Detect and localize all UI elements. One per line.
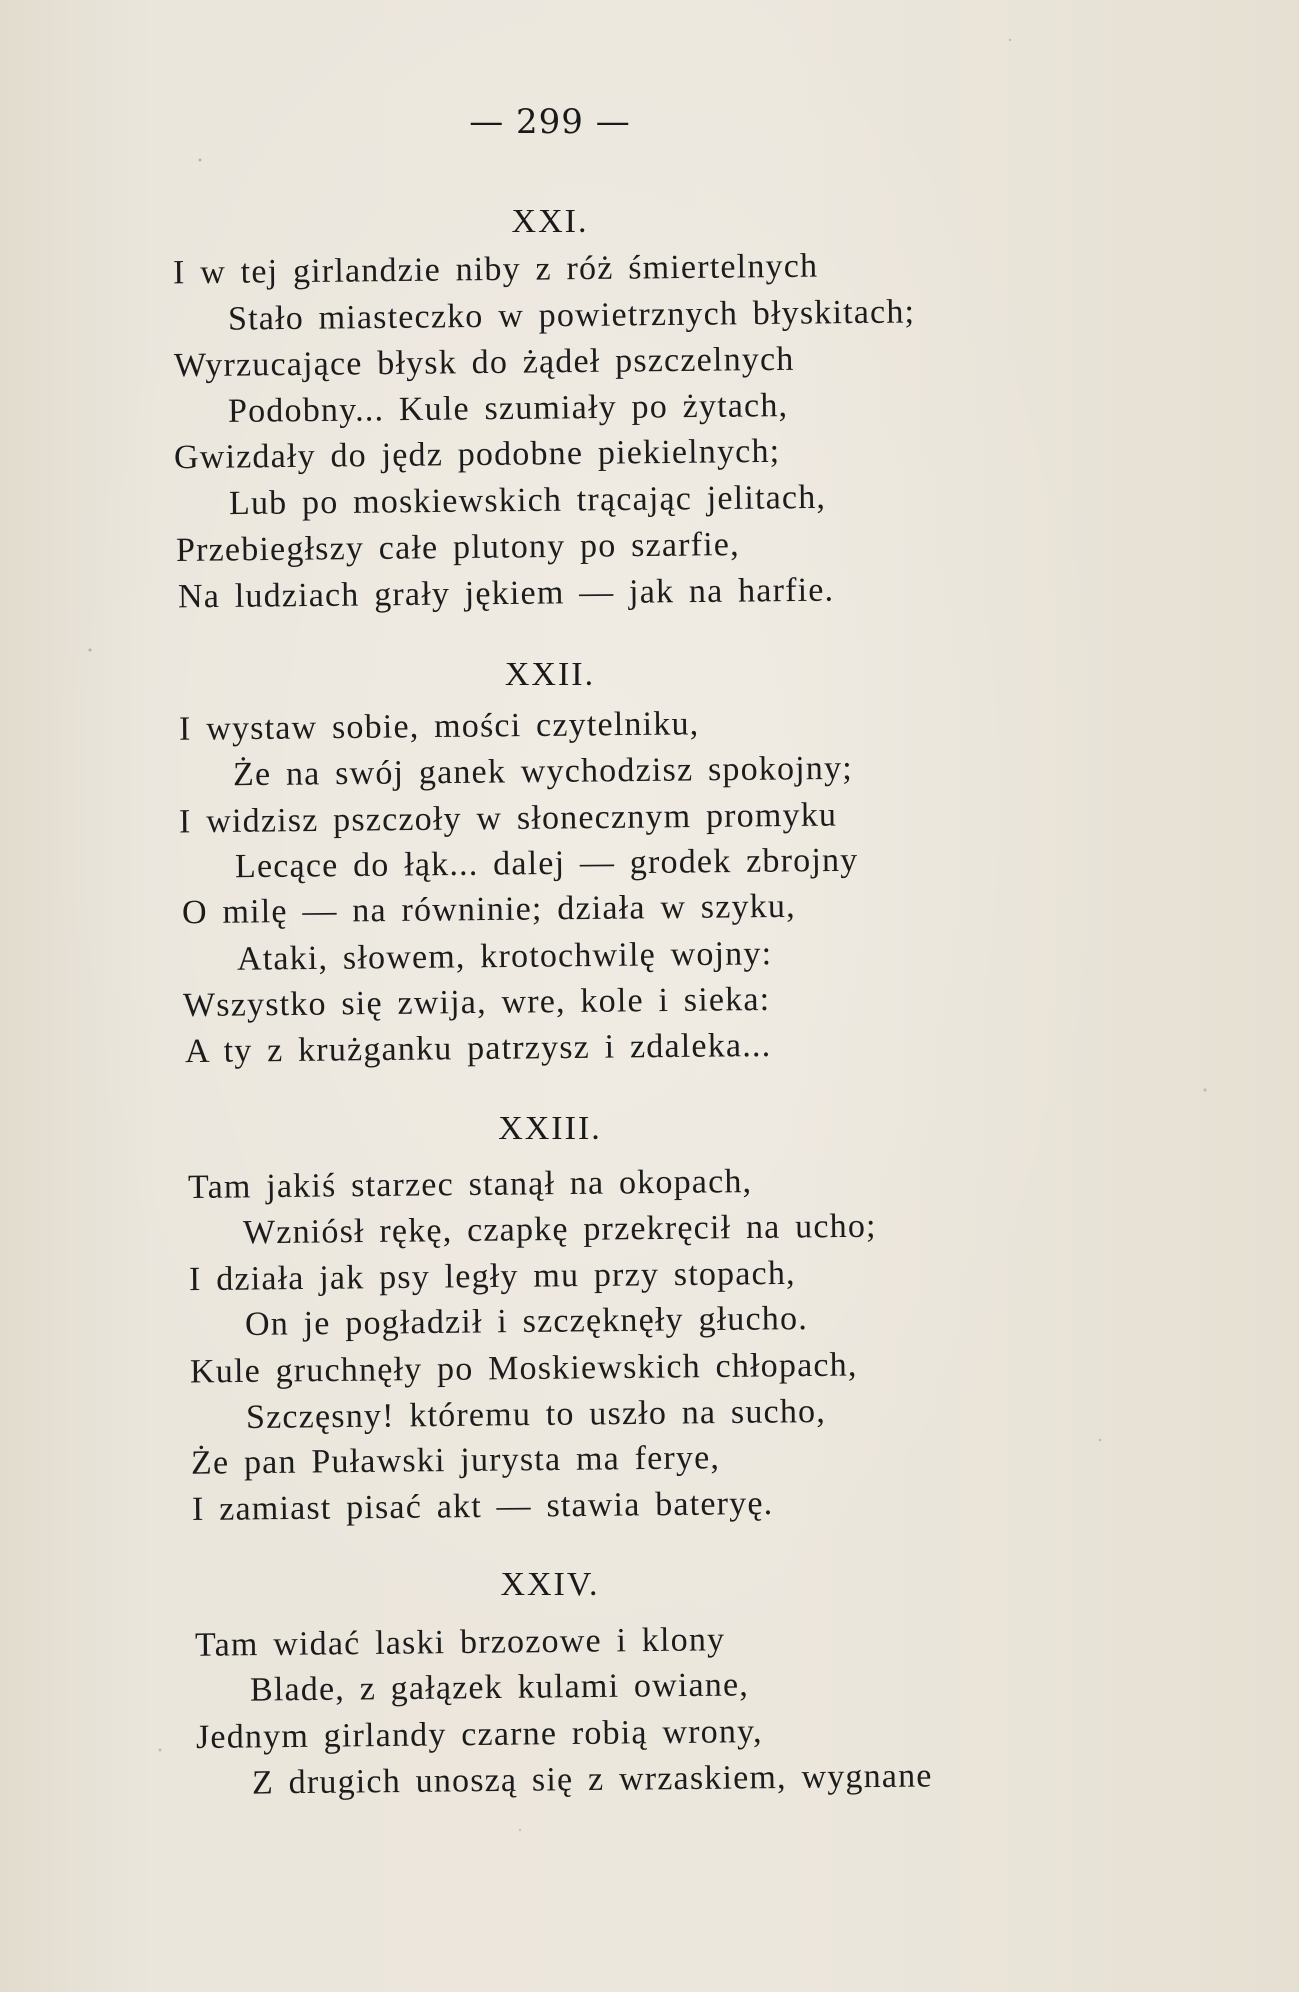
verse-line: I w tej girlandzie niby z róż śmiertelnych xyxy=(172,247,819,292)
verse-line: Szczęsny! któremu to uszło na sucho, xyxy=(245,1392,827,1437)
verse-line: Że pan Puławski jurysta ma ferye, xyxy=(190,1439,721,1482)
verse-line: Na ludziach grały jękiem — jak na harfie. xyxy=(177,571,835,616)
verse-line: I wystaw sobie, mości czytelniku, xyxy=(178,705,700,748)
stanza-heading: XXIV. xyxy=(500,1566,600,1603)
verse-line: Z drugich unoszą się z wrzaskiem, wygnane xyxy=(251,1757,933,1802)
stanza-heading: XXI. xyxy=(511,203,589,240)
verse-line: Wszystko się zwija, wre, kole i sieka: xyxy=(182,980,771,1025)
verse-line: Stało miasteczko w powietrznych błyskitach; xyxy=(227,293,916,338)
page-number: — 299 — xyxy=(469,102,631,142)
verse-line: Wzniósł rękę, czapkę przekręcił na ucho; xyxy=(242,1207,877,1252)
verse-line: Że na swój ganek wychodzisz spokojny; xyxy=(232,749,854,794)
stanza-heading: XXII. xyxy=(504,656,596,693)
verse-line: Tam widać laski brzozowe i klony xyxy=(194,1621,726,1664)
verse-line: A ty z krużganku patrzysz i zdaleka... xyxy=(184,1026,772,1071)
verse-line: Tam jakiś starzec stanął na okopach, xyxy=(187,1163,753,1206)
verse-line: Gwizdały do jędz podobne piekielnych; xyxy=(173,432,781,477)
verse-line: Lub po moskiewskich trącając jelitach, xyxy=(228,478,827,523)
verse-line: O milę — na równinie; działa w szyku, xyxy=(181,887,796,932)
verse-line: I zamiast pisać akt — stawia bateryę. xyxy=(191,1484,774,1529)
verse-line: Podobny... Kule szumiały po żytach, xyxy=(227,387,789,430)
verse-line: Blade, z gałązek kulami owiane, xyxy=(249,1666,750,1709)
verse-line: On je pogładził i szczęknęły głucho. xyxy=(244,1300,809,1343)
verse-line: I działa jak psy legły mu przy stopach, xyxy=(188,1254,796,1299)
verse-line: Jednym girlandy czarne robią wrony, xyxy=(195,1713,763,1756)
verse-line: Kule gruchnęły po Moskiewskich chłopach, xyxy=(189,1346,858,1391)
verse-line: I widzisz pszczoły w słonecznym promyku xyxy=(178,796,838,841)
verse-line: Przebiegłszy całe plutony po szarfie, xyxy=(175,526,741,569)
verse-line: Wyrzucające błysk do żądeł pszczelnych xyxy=(173,340,795,385)
verse-line: Ataki, słowem, krotochwilę wojny: xyxy=(236,935,773,978)
verse-line: Lecące do łąk... dalej — grodek zbrojny xyxy=(234,841,859,886)
stanza-heading: XXIII. xyxy=(498,1110,602,1147)
